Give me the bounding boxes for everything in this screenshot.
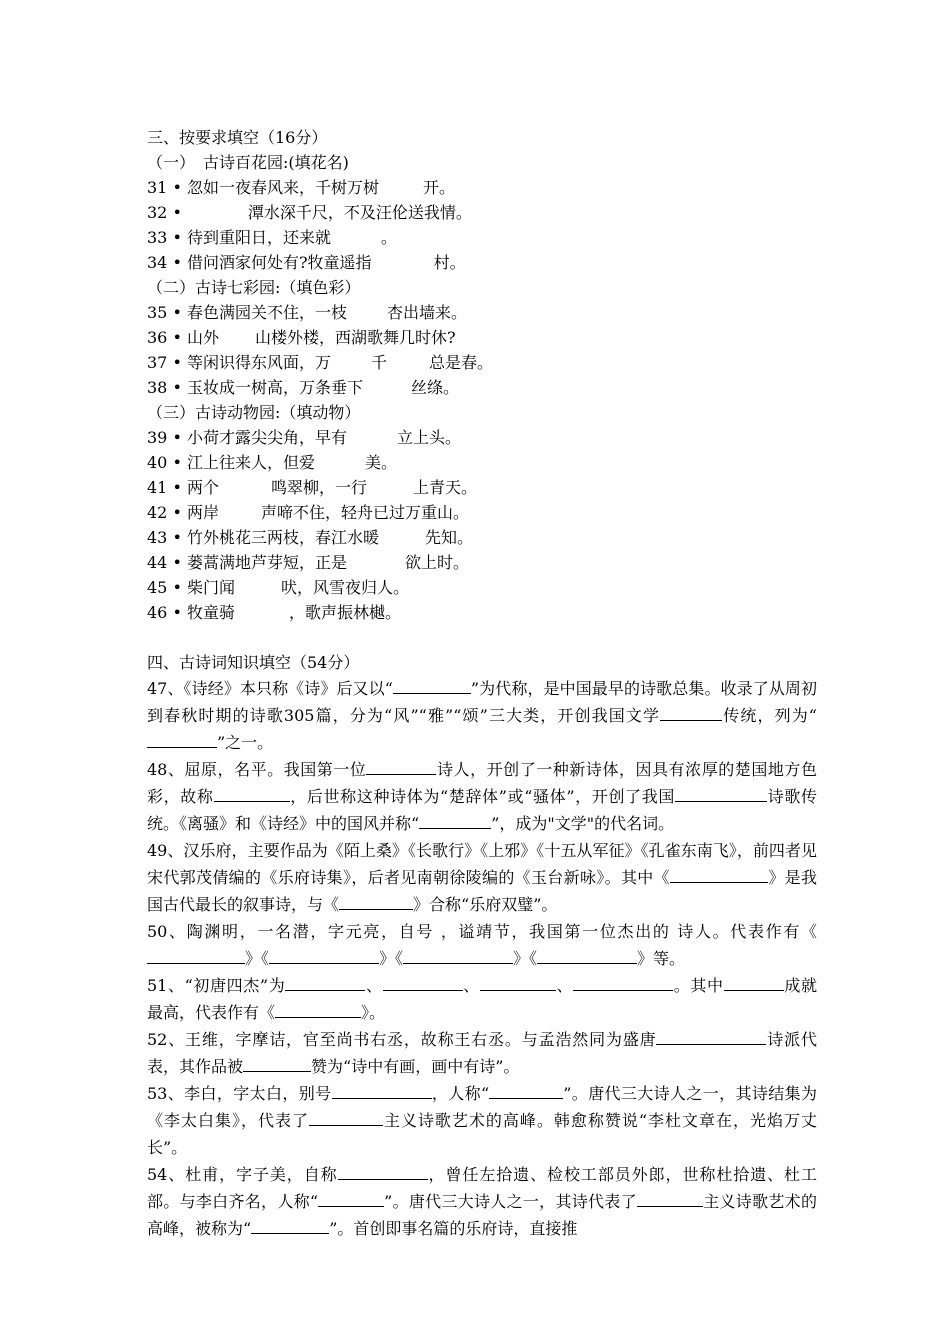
question-43: 43 • 竹外桃花三两枝，春江水暖 先知。 xyxy=(147,528,473,547)
question-51: 51、“初唐四杰”为 、 、 、 。其中 成就最高，代表作有《 》。 xyxy=(147,976,817,1022)
question-42: 42 • 两岸 声啼不住，轻舟已过万重山。 xyxy=(147,503,469,522)
question-31: 31 • 忽如一夜春风来，千树万树 开。 xyxy=(147,178,455,197)
question-36: 36 • 山外 山楼外楼，西湖歌舞几时休? xyxy=(147,328,456,347)
subsection-title: （一） 古诗百花园:(填花名) xyxy=(147,153,349,172)
question-53: 53、李白，字太白，别号 ，人称“ ”。唐代三大诗人之一，其诗结集为《李太白集》，代表了 主义诗歌艺术的高峰。韩愈称赞说“李杜文章在，光焰万丈长”。 xyxy=(147,1084,817,1157)
question-49: 49、汉乐府，主要作品为《陌上桑》《长歌行》《上邪》《十五从军征》《孔雀东南飞》，前四者见宋代郭茂倩编的《乐府诗集》，后者见南朝徐陵编的《玉台新咏》。其中《 》是我国古代最长的叙事诗，与《 》合称“乐府双璧”。 xyxy=(147,841,817,914)
question-33: 33 • 待到重阳日，还来就 。 xyxy=(147,228,397,247)
question-37: 37 • 等闲识得东风面，万 千 总是春。 xyxy=(147,353,494,372)
subsection-title: （二）古诗七彩园:（填色彩） xyxy=(147,278,361,297)
question-52: 52、王维，字摩诘，官至尚书右丞，故称王右丞。与孟浩然同为盛唐 诗派代表，其作品被 赞为“诗中有画，画中有诗”。 xyxy=(147,1030,817,1076)
question-45: 45 • 柴门闻 吠，风雪夜归人。 xyxy=(147,578,409,597)
question-40: 40 • 江上往来人，但爱 美。 xyxy=(147,453,397,472)
question-34: 34 • 借问酒家何处有?牧童遥指 村。 xyxy=(147,253,466,272)
question-48: 48、屈原，名平。我国第一位 诗人，开创了一种新诗体，因具有浓厚的楚国地方色彩，故称 ，后世称这种诗体为“楚辞体”或“骚体”，开创了我国 诗歌传统。《离骚》和《诗经》中的国风并称“ ”，成为"文学"的代名词。 xyxy=(147,760,817,833)
question-50: 50、陶渊明，一名潜，字元亮，自号 ，谥靖节，我国第一位杰出的 诗人。代表作有《》《 》《 》《 》等。 xyxy=(147,922,817,968)
question-38: 38 • 玉妆成一树高，万条垂下 丝绦。 xyxy=(147,378,459,397)
question-39: 39 • 小荷才露尖尖角，早有 立上头。 xyxy=(147,428,461,447)
question-35: 35 • 春色满园关不住，一枝 杏出墙来。 xyxy=(147,303,467,322)
question-46: 46 • 牧童骑 ，歌声振林樾。 xyxy=(147,603,401,622)
question-32: 32 • 潭水深千尺，不及汪伦送我情。 xyxy=(147,203,472,222)
section-fill-blanks xyxy=(147,125,817,625)
section-title: 四、古诗词知识填空（54分） xyxy=(147,653,360,672)
subsection-title: （三）古诗动物园:（填动物） xyxy=(147,403,361,422)
question-44: 44 • 蒌蒿满地芦芽短，正是 欲上时。 xyxy=(147,553,469,572)
section-title: 三、按要求填空（16分） xyxy=(147,128,328,147)
question-54: 54、杜甫，字子美，自称 ，曾任左拾遗、检校工部员外郎，世称杜拾遗、杜工部。与李白齐名，人称“ ”。唐代三大诗人之一，其诗代表了 主义诗歌艺术的高峰，被称为“ ”。首创即事名篇的乐府诗，直接推 xyxy=(147,1165,817,1238)
question-41: 41 • 两个 鸣翠柳，一行 上青天。 xyxy=(147,478,478,497)
section-poetry-knowledge xyxy=(147,650,817,1242)
question-47: 47、《诗经》本只称《诗》后又以“ ”为代称，是中国最早的诗歌总集。收录了从周初到春秋时期的诗歌305篇，分为“风”“雅”“颂”三大类，开创我国文学 传统，列为“”之一。 xyxy=(147,679,817,752)
